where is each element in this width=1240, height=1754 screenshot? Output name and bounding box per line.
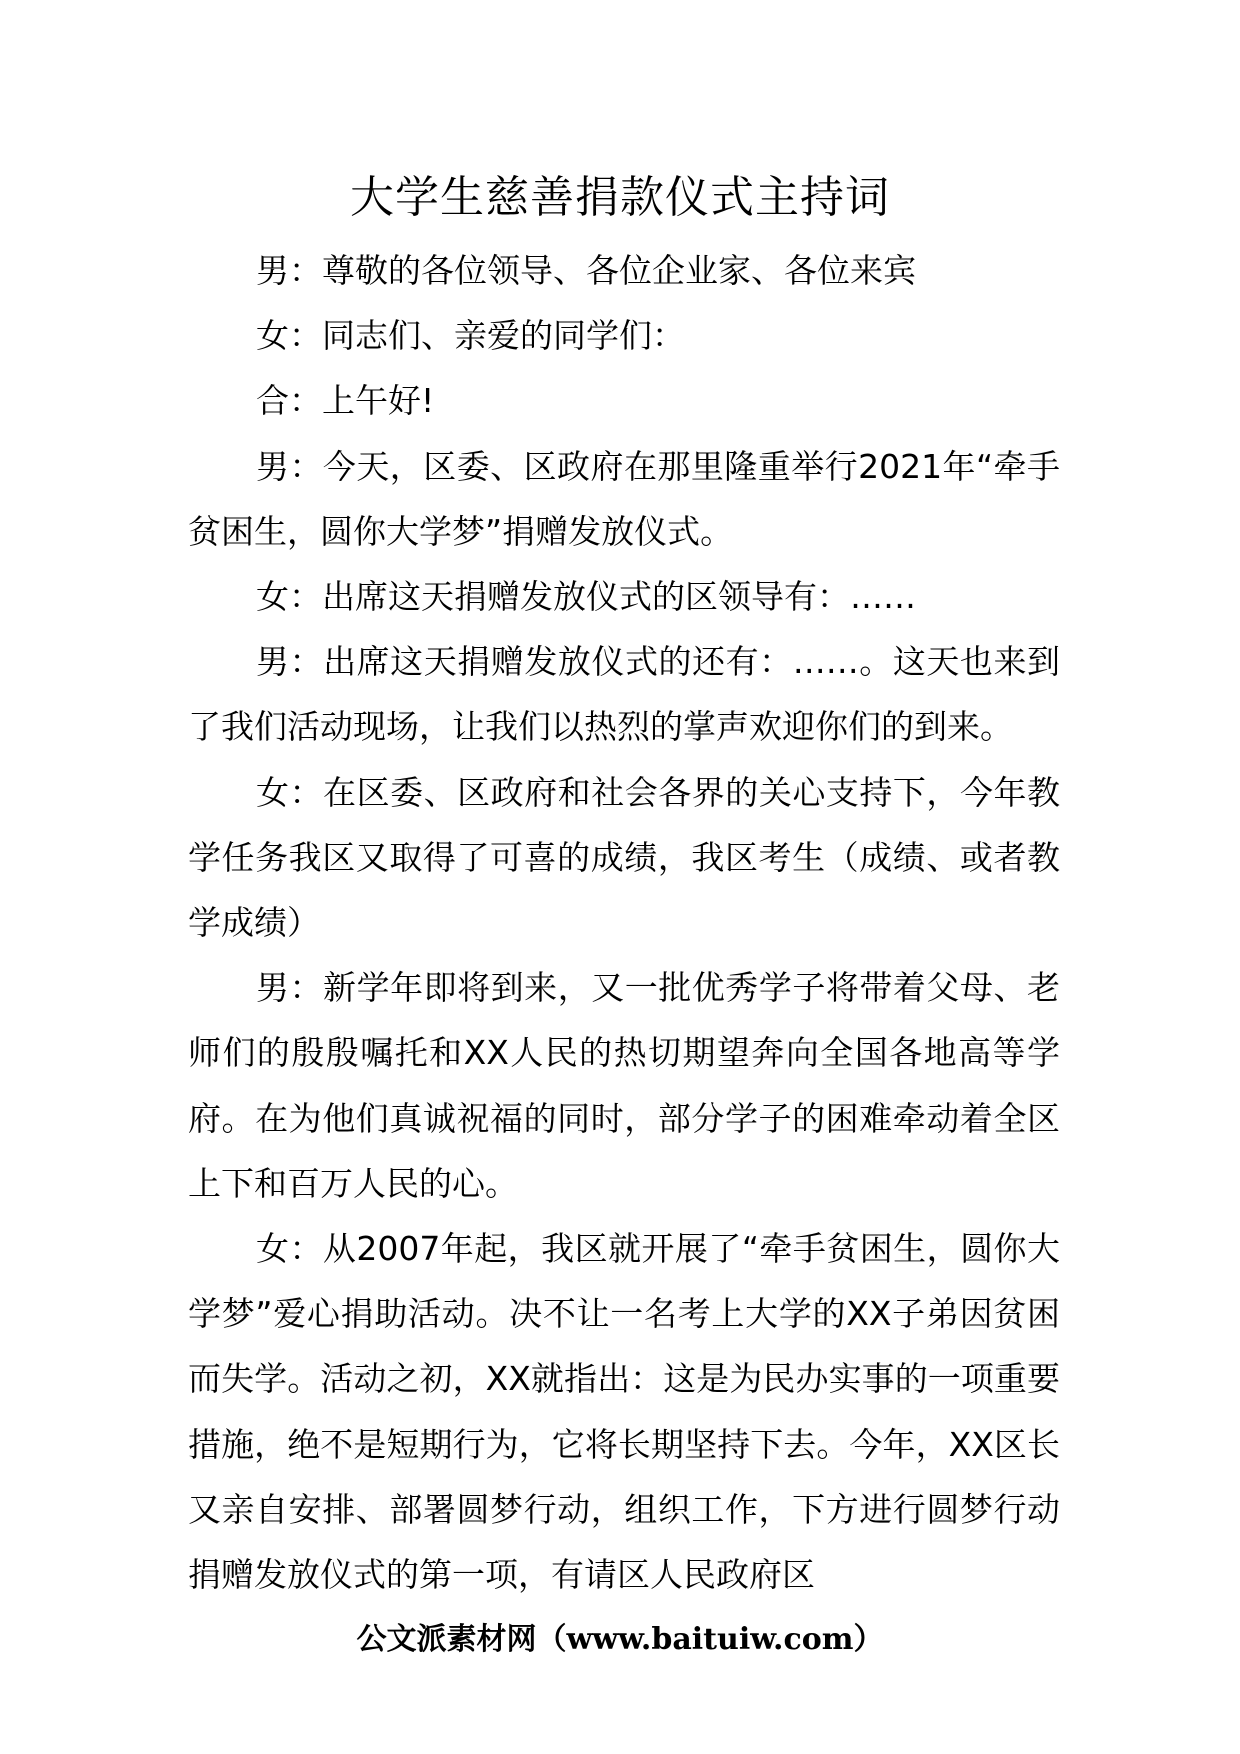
paragraph: 男：今天，区委、区政府在那里隆重举行2021年“牵手贫困生，圆你大学梦”捐赠发放仪式。 <box>188 446 1060 551</box>
paragraph: 女：出席这天捐赠发放仪式的区领导有：…… <box>256 577 916 617</box>
paragraph: 女：从2007年起，我区就开展了“牵手贫困生，圆你大学梦”爱心捐助活动。决不让一名考上大学的XX子弟因贫困而失学。活动之初，XX就指出：这是为民办实事的一项重要措施，绝不是短期行为，它将长期坚持下去。今年，XX区长又亲自安排、部署圆梦行动，组织工作，下方进行圆梦行动捐赠发放仪式的第一项，有请区人民政府区 <box>188 1229 1060 1595</box>
paragraph: 男：尊敬的各位领导、各位企业家、各位来宾 <box>256 251 916 290</box>
paragraph: 女：同志们、亲爱的同学们： <box>256 316 685 356</box>
paragraph: 男：新学年即将到来，又一批优秀学子将带着父母、老师们的殷殷嘱托和XX人民的热切期望奔向全国各地高等学府。在为他们真诚祝福的同时，部分学子的困难牵动着全区上下和百万人民的心。 <box>188 968 1060 1203</box>
document-title: 大学生慈善捐款仪式主持词 <box>350 172 890 223</box>
page-footer-watermark: 公文派素材网（www.baituiw.com） <box>356 1622 884 1657</box>
document-body <box>188 238 1060 1607</box>
paragraph: 女：在区委、区政府和社会各界的关心支持下，今年教学任务我区又取得了可喜的成绩，我区考生（成绩、或者教学成绩） <box>188 772 1060 943</box>
paragraph: 合：上午好! <box>256 381 435 421</box>
paragraph: 男：出席这天捐赠发放仪式的还有：……。这天也来到了我们活动现场，让我们以热烈的掌声欢迎你们的到来。 <box>188 642 1060 747</box>
